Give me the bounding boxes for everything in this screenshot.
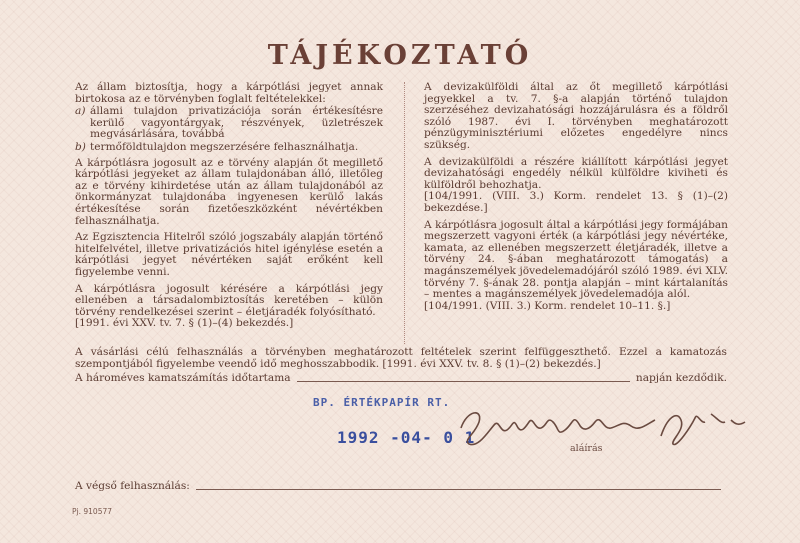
signature-label: aláírás — [570, 443, 603, 454]
date-stamp: 1992 -04- 0 1 — [337, 428, 476, 447]
left-paragraph: Az Egzisztencia Hitelről szóló jogszabály alapján történő hitelfelvétel, illetve privatizációs hitel igénylése esetén a kárpótlási jegyet névértéken saját erőként kell figyelembe venni. — [75, 231, 383, 278]
interest-period-line — [75, 372, 727, 384]
left-paragraph: A kárpótlásra jogosult az e törvény alapján őt megillető kárpótlási jegyeket az állam tulajdonában álló, illetőleg az e törvény kihirdetése után az állam tulajdonából az önkormányzat tulajdonába ingyenesen kerülő lakás értékesítése során fizetőeszközként névértékben felhasználhatja. — [75, 156, 383, 227]
list-item — [75, 106, 383, 141]
issuer-stamp: BP. ÉRTÉKPAPÍR RT. — [313, 396, 451, 409]
list-item — [75, 142, 383, 154]
right-paragraph: A kárpótlásra jogosult által a kárpótlási jegy formájában megszerzett vagyoni érték (a kárpótlási jegy névértéke, kamata, az ellenében megszerzett életjáradék, illetve a törvény 24. §-ában meghatározott támogatás) a magánszemélyek jövedelemadójáról szóló 1989. évi XLV. törvény 7. §-ának 28. pontja alapján – mint kártalanítás – mentes a magánszemélyek jövedelemadója alól. — [424, 218, 728, 301]
left-citation: [1991. évi XXV. tv. 7. § (1)–(4) bekezdés.] — [75, 317, 294, 330]
right-paragraph: A devizakülföldi által az őt megillető kárpótlási jegyekkel a tv. 7. §-a alapján történő tulajdon szerzéséhez devizahatósági hozzájárulásra és a földről szóló 1987. évi I. törvényben meghatározott pénzügyminisztériumi előzetes engedélyre nincs szükség. — [424, 81, 728, 151]
footer-paragraph: A vásárlási célú felhasználás a törvényben meghatározott feltételek szerint felfüggeszthető. Ezzel a kamatozás szempontjából figyelembe veendő idő meghosszabbodik. [1991. évi XXV. tv. 8. § (1)–(2) bekezdés.] — [75, 346, 727, 370]
right-paragraph: A devizakülföldi a részére kiállított kárpótlási jegyet devizahatósági engedély nélkül külföldre kiviheti és külföldről behozhatja. — [424, 155, 728, 191]
interest-line-suffix: napján kezdődik. — [635, 372, 727, 384]
interest-date-field — [297, 381, 630, 382]
item-text: állami tulajdon privatizációja során értékesítésre kerülő vagyontárgyak, részvények, üzletrészek megvásárlására, továbbá — [90, 105, 383, 141]
right-citation: [104/1991. (VIII. 3.) Korm. rendelet 10–11. §.] — [424, 299, 671, 312]
final-use-label: A végső felhasználás: — [75, 480, 190, 492]
interest-line-prefix: A hároméves kamatszámítás időtartama — [75, 372, 291, 384]
left-paragraph: A kárpótlásra jogosult kérésére a kárpótlási jegy ellenében a társadalombiztosítás keretében – külön törvény rendelkezései szerint – életjáradék folyósítható. — [75, 282, 383, 318]
form-code: Pj. 910577 — [72, 507, 113, 516]
document-title: TÁJÉKOZTATÓ — [267, 40, 533, 71]
column-divider — [404, 82, 405, 344]
final-use-line — [75, 480, 727, 492]
right-column — [424, 82, 728, 317]
left-column — [75, 82, 383, 335]
final-use-field — [196, 489, 721, 490]
item-text: termőföldtulajdon megszerzésére felhasználhatja. — [90, 140, 359, 153]
left-intro: Az állam biztosítja, hogy a kárpótlási jegyet annak birtokosa az e törvényben foglalt feltételekkel: — [75, 81, 383, 105]
signature-mark — [455, 400, 755, 460]
item-marker: a) — [75, 105, 86, 118]
right-citation: [104/1991. (VIII. 3.) Korm. rendelet 13. § (1)–(2) bekezdése.] — [424, 190, 728, 214]
item-marker: b) — [75, 140, 86, 153]
